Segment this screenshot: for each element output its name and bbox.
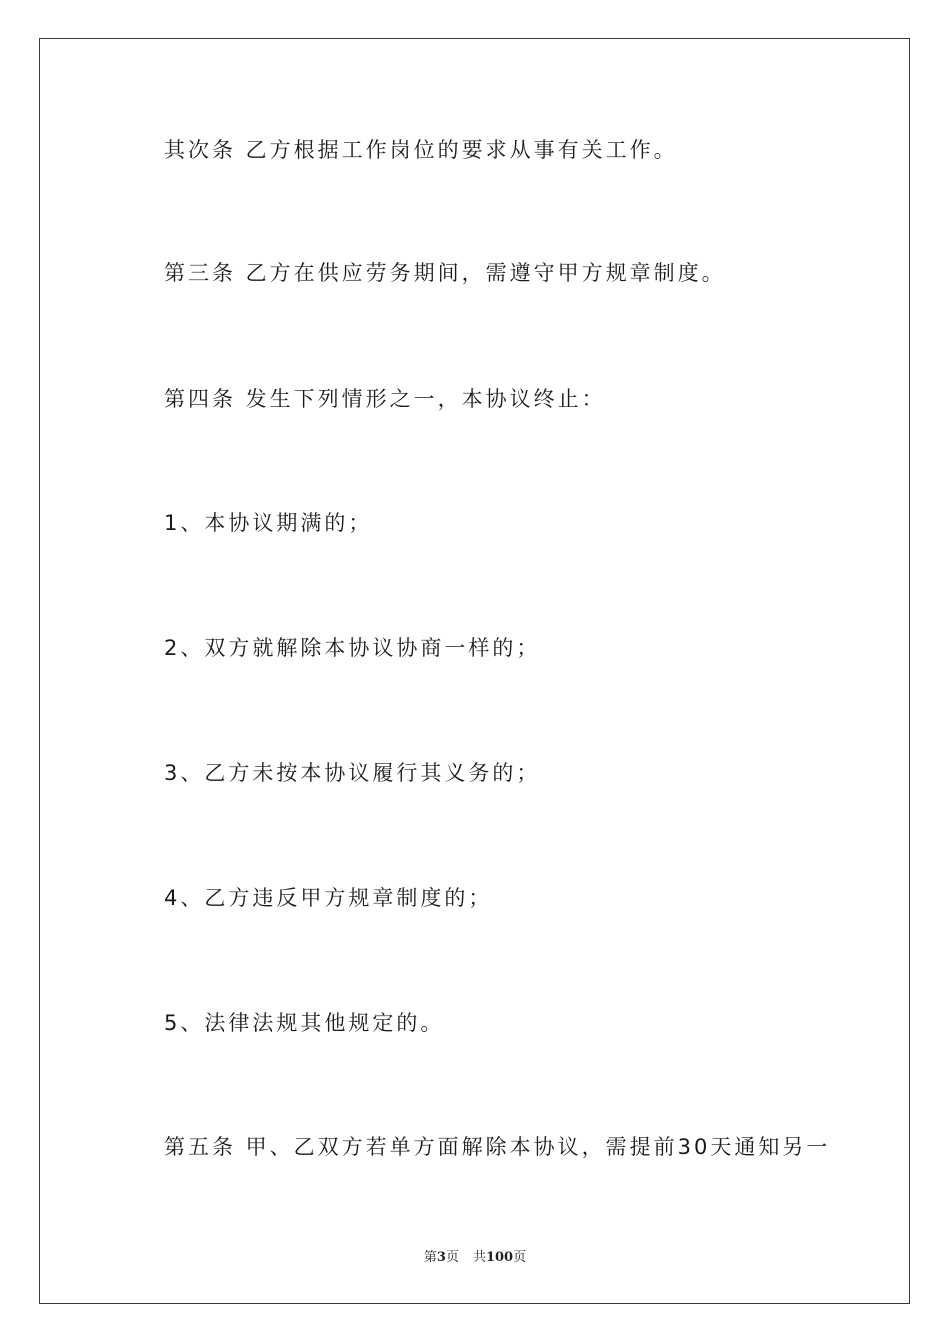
total-pages: 100 [485,1250,514,1265]
page-footer [0,1246,950,1265]
list-item-4: 4、乙方违反甲方规章制度的； [164,886,493,910]
page-suffix: 页 [445,1250,459,1265]
page-number: 3 [436,1250,446,1265]
list-item-5: 5、法律法规其他规定的。 [164,1011,445,1035]
total-suffix: 页 [513,1250,527,1265]
list-item-2: 2、双方就解除本协议协商一样的； [164,636,541,660]
paragraph-article-3: 第三条 乙方在供应劳务期间，需遵守甲方规章制度。 [164,261,726,285]
paragraph-article-4: 第四条 发生下列情形之一，本协议终止： [164,387,606,411]
list-item-1: 1、本协议期满的； [164,511,373,535]
paragraph-article-5: 第五条 甲、乙双方若单方面解除本协议，需提前30天通知另一 [164,1135,831,1159]
page-prefix: 第 [423,1250,437,1265]
page-frame [39,38,910,1304]
paragraph-article-2: 其次条 乙方根据工作岗位的要求从事有关工作。 [164,138,678,162]
list-item-3: 3、乙方未按本协议履行其义务的； [164,761,541,785]
total-prefix: 共 [472,1250,486,1265]
